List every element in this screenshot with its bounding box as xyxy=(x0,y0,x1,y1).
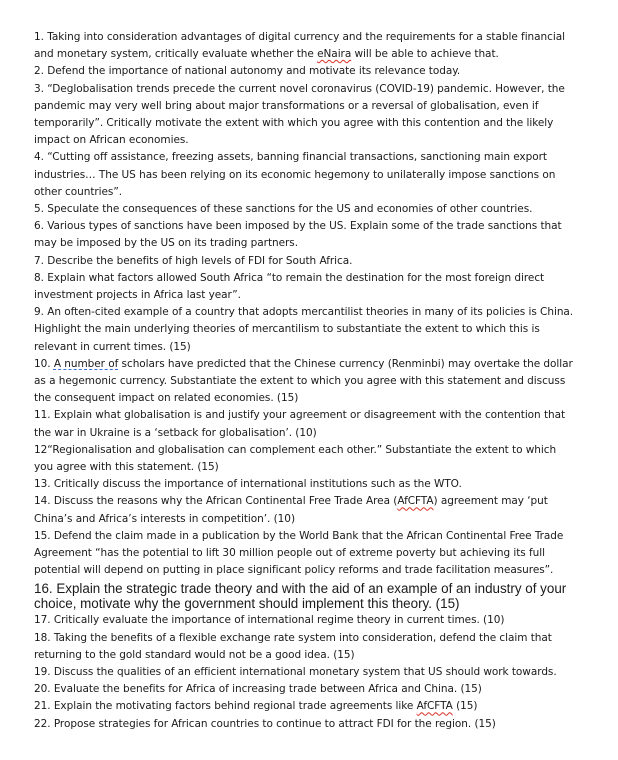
question-21-text: 21. Explain the motivating factors behind regional trade agreements like xyxy=(34,700,417,713)
question-8: 8. Explain what factors allowed South Africa “to remain the destination for the most foreign direct investment projects in Africa last year”. xyxy=(34,271,545,302)
question-12: 12“Regionalisation and globalisation can complement each other.” Substantiate the extent to which you agree with this statement. (15) xyxy=(34,443,557,474)
question-5: 5. Speculate the consequences of these sanctions for the US and economies of other countries. xyxy=(34,203,533,216)
question-14 xyxy=(34,493,578,527)
question-10-text: scholars have predicted that the Chinese currency (Renminbi) may overtake the dollar as a hegemonic currency. Substantiate the extent to which you agree with this statement and discuss the consequent impact on related economies. (15) xyxy=(34,357,573,405)
question-1-text-end: will be able to achieve that. xyxy=(351,48,499,61)
question-2: 2. Defend the importance of national autonomy and motivate its relevance today. xyxy=(34,65,461,78)
question-3: 3. “Deglobalisation trends precede the current novel coronavirus (COVID-19) pandemic. However, the pandemic may very well bring about major transformations or a reversal of globalisation, even if temporarily”. Critically motivate the extent with which you agree with this contention and the likely impact on African economies. xyxy=(34,82,565,147)
question-1-text: 1. Taking into consideration advantages of digital currency and the requirements for a stable financial and monetary system, critically evaluate whether the xyxy=(34,31,565,61)
question-10-number: 10. xyxy=(34,357,54,370)
spelling-flag[interactable]: eNaira xyxy=(317,48,352,61)
question-22: 22. Propose strategies for African countries to continue to attract FDI for the region. (15) xyxy=(34,717,496,730)
question-9: 9. An often-cited example of a country that adopts mercantilist theories in many of its policies is China. Highlight the main underlying theories of mercantilism to substantiate the extent to which this is relevant in current times. (15) xyxy=(34,306,574,353)
question-10 xyxy=(34,356,578,408)
question-18: 18. Taking the benefits of a flexible exchange rate system into consideration, defend the claim that returning to the gold standard would not be a good idea. (15) xyxy=(34,631,552,661)
question-15: 15. Defend the claim made in a publication by the World Bank that the African Continental Free Trade Agreement “has the potential to lift 30 million people out of extreme poverty but achieving its full potential will depend on putting in place significant policy reforms and trade facilitation measures”. xyxy=(34,529,564,577)
question-11: 11. Explain what globalisation is and justify your agreement or disagreement with the contention that the war in Ukraine is a ‘setback for globalisation’. (10) xyxy=(34,409,566,439)
question-14-text: 14. Discuss the reasons why the African Continental Free Trade Area ( xyxy=(34,495,398,508)
grammar-flag[interactable]: A number of xyxy=(53,357,119,370)
question-21-text-end: (15) xyxy=(452,700,478,713)
spelling-flag[interactable]: AfCFTA xyxy=(416,700,453,713)
question-19: 19. Discuss the qualities of an efficient international monetary system that US should work towards. xyxy=(34,665,557,678)
question-21 xyxy=(34,698,578,715)
question-7: 7. Describe the benefits of high levels of FDI for South Africa. xyxy=(34,254,353,267)
question-1 xyxy=(34,29,578,63)
question-20: 20. Evaluate the benefits for Africa of increasing trade between Africa and China. (15) xyxy=(34,683,482,696)
question-14-text-end: ) agreement may ‘put China’s and Africa’s interests in competition’. (10) xyxy=(34,495,548,525)
spelling-flag[interactable]: AfCFTA xyxy=(397,495,434,508)
question-16: 16. Explain the strategic trade theory and with the aid of an example of an industry of your choice, motivate why the government should implement this theory. (15) xyxy=(34,580,567,611)
question-6: 6. Various types of sanctions have been imposed by the US. Explain some of the trade sanctions that may be imposed by the US on its trading partners. xyxy=(34,220,562,250)
question-17: 17. Critically evaluate the importance of international regime theory in current times. (10) xyxy=(34,614,505,627)
question-13: 13. Critically discuss the importance of international institutions such as the WTO. xyxy=(34,478,462,491)
question-4: 4. “Cutting off assistance, freezing assets, banning financial transactions, sanctioning main export industries… The US has been relying on its economic hegemony to unilaterally impose sanctions on other countries”. xyxy=(34,151,556,198)
